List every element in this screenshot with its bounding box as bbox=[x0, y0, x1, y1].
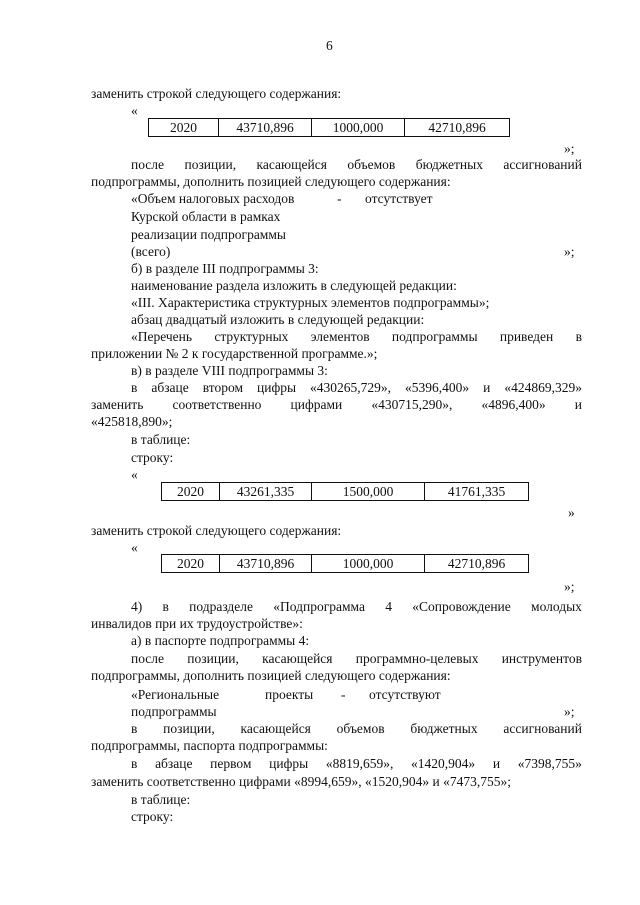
table-cell-year: 2020 bbox=[149, 119, 219, 137]
text-line: заменить соответственно цифрами «8994,659», «1520,904» и «7473,755»; bbox=[91, 774, 511, 789]
passport-label: «Объем налоговых расходов bbox=[131, 191, 295, 206]
text-line: наименование раздела изложить в следующей редакции: bbox=[131, 278, 457, 293]
data-table-2 bbox=[161, 482, 529, 501]
passport-label: (всего) bbox=[131, 244, 171, 259]
passport-label: реализации подпрограммы bbox=[131, 227, 286, 242]
table-cell: 1500,000 bbox=[312, 483, 425, 501]
passport-label: «Региональные bbox=[131, 687, 220, 702]
text-line: «III. Характеристика структурных элементов подпрограммы»; bbox=[131, 295, 490, 310]
open-quote: « bbox=[131, 467, 138, 482]
table-cell: 1000,000 bbox=[312, 119, 405, 137]
text-line: подпрограммы, дополнить позицией следующего содержания: bbox=[91, 174, 451, 189]
text-line: абзац двадцатый изложить в следующей редакции: bbox=[131, 312, 425, 327]
table-cell: 42710,896 bbox=[405, 119, 510, 137]
text-line: «425818,890»; bbox=[91, 414, 173, 429]
text-line: б) в разделе III подпрограммы 3: bbox=[131, 261, 319, 276]
table-row bbox=[162, 483, 529, 501]
text-line: в таблице: bbox=[131, 432, 191, 447]
table-cell: 43261,335 bbox=[220, 483, 312, 501]
passport-label: Курской области в рамках bbox=[131, 209, 281, 224]
text-line: заменить строкой следующего содержания: bbox=[91, 86, 342, 101]
text-line-justified: «Перечень структурных элементов подпрограммы приведен в bbox=[131, 329, 582, 344]
text-line: а) в паспорте подпрограммы 4: bbox=[131, 633, 310, 648]
close-quote: » bbox=[568, 505, 575, 520]
text-line: в) в разделе VIII подпрограммы 3: bbox=[131, 363, 328, 378]
text-line: инвалидов при их трудоустройстве»: bbox=[91, 616, 303, 631]
text-line: в таблице: bbox=[131, 792, 191, 807]
text-line-justified: после позиции, касающейся объемов бюджетных ассигнований bbox=[131, 157, 582, 172]
text-line-justified: в позиции, касающейся объемов бюджетных ассигнований bbox=[131, 721, 582, 736]
text-line: строку: bbox=[131, 450, 174, 465]
passport-value: отсутствуют bbox=[369, 687, 441, 702]
text-line-justified: 4) в подразделе «Подпрограмма 4 «Сопровождение молодых bbox=[131, 599, 582, 614]
text-line-justified: в абзаце первом цифры «8819,659», «1420,904» и «7398,755» bbox=[131, 756, 582, 771]
text-line-justified: заменить соответственно цифрами «430715,290», «4896,400» и bbox=[91, 397, 582, 412]
passport-label: проекты bbox=[265, 687, 314, 702]
text-line: заменить строкой следующего содержания: bbox=[91, 523, 342, 538]
table-row bbox=[162, 555, 529, 573]
table-cell: 43710,896 bbox=[219, 119, 312, 137]
open-quote: « bbox=[131, 103, 138, 118]
close-quote: »; bbox=[564, 244, 575, 259]
text-line-justified: в абзаце втором цифры «430265,729», «5396,400» и «424869,329» bbox=[131, 380, 582, 395]
passport-label: подпрограммы bbox=[131, 704, 217, 719]
close-quote: »; bbox=[564, 704, 575, 719]
table-cell: 42710,896 bbox=[425, 555, 529, 573]
table-cell: 1000,000 bbox=[312, 555, 425, 573]
text-line-justified: после позиции, касающейся программно-целевых инструментов bbox=[131, 651, 582, 666]
open-quote: « bbox=[131, 540, 138, 555]
table-cell: 41761,335 bbox=[425, 483, 529, 501]
table-cell-year: 2020 bbox=[162, 483, 220, 501]
table-cell: 43710,896 bbox=[220, 555, 312, 573]
dash: - bbox=[337, 191, 342, 206]
text-line: подпрограммы, дополнить позицией следующего содержания: bbox=[91, 668, 451, 683]
data-table-3 bbox=[161, 554, 529, 573]
page-number: 6 bbox=[326, 38, 333, 53]
close-quote: »; bbox=[564, 141, 575, 156]
data-table-1 bbox=[148, 118, 510, 137]
dash: - bbox=[341, 687, 346, 702]
text-line: подпрограммы, паспорта подпрограммы: bbox=[91, 738, 328, 753]
close-quote: »; bbox=[564, 579, 575, 594]
table-cell-year: 2020 bbox=[162, 555, 220, 573]
text-line: приложении № 2 к государственной программе.»; bbox=[91, 346, 378, 361]
text-line: строку: bbox=[131, 809, 174, 824]
passport-value: отсутствует bbox=[365, 191, 433, 206]
table-row bbox=[149, 119, 510, 137]
